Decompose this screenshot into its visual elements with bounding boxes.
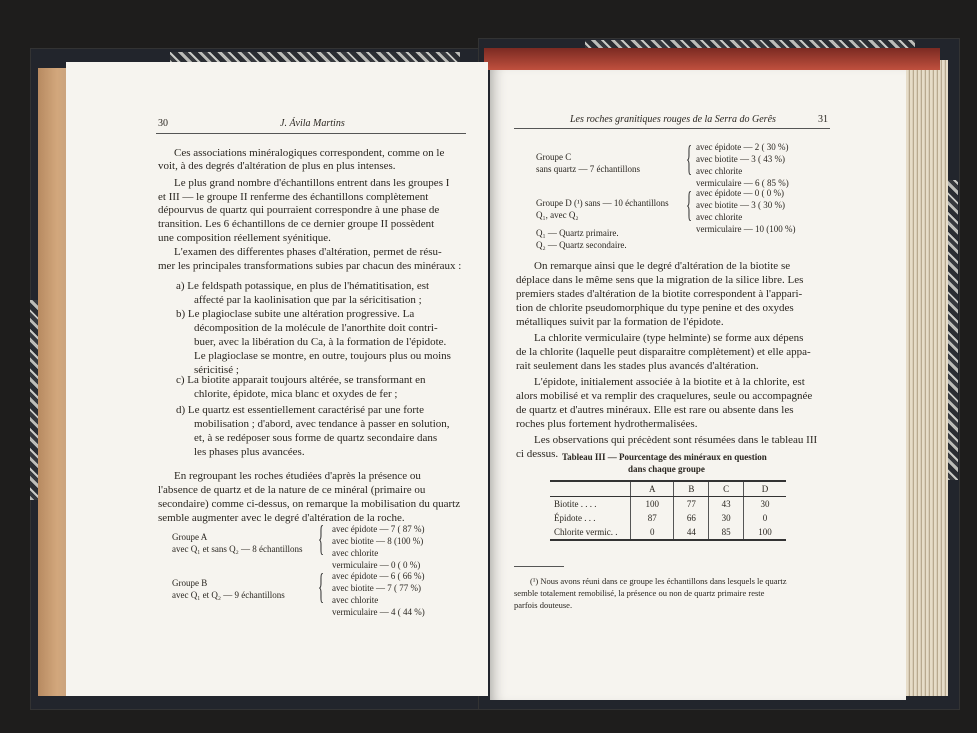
table-caption: Tableau III — Pourcentage des minéraux en question (562, 452, 767, 462)
footnote-line: (¹) Nous avons réuni dans ce groupe les échantillons dans lesquels le quartz (530, 576, 787, 586)
body-line: une composition réellement syénitique. (158, 232, 331, 244)
group-c-sub: sans quartz — 7 échantillons (536, 164, 640, 174)
group-b-name: Groupe B (172, 578, 208, 588)
body-line: voit, à des degrés d'altération de plus en plus intenses. (158, 160, 396, 172)
footnote-rule (514, 566, 564, 567)
body-line: ci dessus. (516, 448, 559, 460)
group-b-line: vermiculaire — 4 ( 44 %) (332, 607, 425, 617)
brace-icon: { (318, 566, 325, 606)
body-line: affecté par la kaolinisation que par la séricitisation ; (194, 294, 422, 306)
running-head-right: Les roches granitiques rouges de la Serra do Gerês (570, 114, 776, 125)
table-cell: 0 (743, 511, 786, 525)
body-line: l'absence de quartz et de la nature de ce minéral (primaire ou (158, 484, 426, 496)
table-cell: 43 (709, 497, 744, 512)
group-a-line: avec biotite — 8 (100 %) (332, 536, 424, 546)
body-line: tion de chlorite pseudomorphique du type penine et des oxydes (516, 302, 794, 314)
red-top-edge (484, 48, 940, 70)
body-line: et, à se redéposer sous forme de quartz secondaire dans (194, 432, 438, 444)
group-d-line: vermiculaire — 10 (100 %) (696, 224, 796, 234)
table-header-cell: A (631, 481, 674, 497)
table-cell: Biotite . . . . (554, 499, 597, 509)
body-line: L'épidote, initialement associée à la biotite et à la chlorite, est (534, 376, 805, 388)
header-rule-right (514, 128, 830, 129)
body-line: roches plus fortement hydrothermalisées. (516, 418, 698, 430)
page-block-edge-right (900, 60, 948, 696)
footnote-line: parfois douteuse. (514, 600, 573, 610)
table-caption-2: dans chaque groupe (628, 464, 705, 474)
table-header-cell: B (674, 481, 709, 497)
group-b-sub: avec Q₁ et Q₂ — 9 échantillons (172, 590, 285, 600)
body-line: séricitisé ; (194, 364, 239, 376)
table-cell: 66 (674, 511, 709, 525)
body-line: alors mobilisé et va remplir des craquelures, seule ou accompagnée (516, 390, 813, 402)
list-item-c: c) La biotite apparait toujours altérée, se transformant en (176, 374, 426, 386)
body-line: chlorite, épidote, mica blanc et oxydes de fer ; (194, 388, 398, 400)
body-line: semble augmenter avec le degré d'altération de la roche. (158, 512, 405, 524)
brace-icon: { (686, 184, 693, 224)
group-c-line: avec biotite — 3 ( 43 %) (696, 154, 785, 164)
group-a-sub: avec Q₁ et sans Q₂ — 8 échantillons (172, 544, 303, 554)
table-row (550, 511, 786, 525)
table-cell: 30 (743, 497, 786, 512)
table-cell: 0 (631, 525, 674, 540)
group-a-line: vermiculaire — 0 ( 0 %) (332, 560, 421, 570)
brace-icon: { (686, 138, 693, 178)
body-line: de quartz et d'autres minéraux. Elle est rare ou absente dans les (516, 404, 794, 416)
body-line: rait seulement dans les stades plus avancés d'altération. (516, 360, 759, 372)
body-line: L'examen des differentes phases d'altération, permet de résu- (174, 246, 442, 258)
group-d-line: avec chlorite (696, 212, 743, 222)
group-d-name: Groupe D (¹) sans — 10 échantillons (536, 198, 669, 208)
list-item-b: b) Le plagioclase subite une altération progressive. La (176, 308, 415, 320)
body-line: premiers stades d'altération de la biotite correspondent à l'appari- (516, 288, 803, 300)
list-item-a: a) Le feldspath potassique, en plus de l'hématitisation, est (176, 280, 430, 292)
running-head-left: J. Ávila Martins (280, 118, 345, 129)
body-line: dépourvus de quartz qui pourraient correspondre à une phase de (158, 204, 440, 216)
body-line: et III — le groupe II renferme des échantillons complètement (158, 191, 429, 203)
table-cell: 44 (674, 525, 709, 540)
body-line: mer les principales transformations subies par chacun des minéraux : (158, 260, 462, 272)
list-item-d: d) Le quartz est essentiellement caractérisé par une forte (176, 404, 424, 416)
brace-icon: { (318, 518, 325, 558)
table-cell: Chlorite vermic. . (550, 525, 631, 540)
table-cell: 87 (631, 511, 674, 525)
group-a-line: avec chlorite (332, 548, 379, 558)
table-cell: 85 (709, 525, 744, 540)
group-b-line: avec biotite — 7 ( 77 %) (332, 583, 421, 593)
body-line: déplace dans le même sens que la migration de la silice libre. Les (516, 274, 804, 286)
body-line: Les observations qui précèdent sont résumées dans le tableau III (534, 434, 818, 446)
body-line: décomposition de la molécule de l'anorthite doit contri- (194, 322, 438, 334)
footnote-line: semble totalement remobilisé, la présence ou non de quartz primaire reste (514, 588, 765, 598)
table-header-row (550, 481, 786, 497)
table-header-cell: C (709, 481, 744, 497)
page-number-left: 30 (158, 118, 168, 129)
header-rule-left (156, 133, 466, 134)
body-line: transition. Les 6 échantillons de ce dernier groupe II possèdent (158, 218, 435, 230)
body-line: mobilisation ; d'abord, avec tendance à passer en solution, (194, 418, 450, 430)
group-d-line: avec épidote — 0 ( 0 %) (696, 188, 784, 198)
group-d-sub: Q₁, avec Q₂ (536, 210, 579, 220)
body-line: Le plagioclase se montre, en outre, toujours plus ou moins (194, 350, 451, 362)
body-line: métalliques suivit par la formation de l'épidote. (516, 316, 724, 328)
body-line: les phases plus avancées. (194, 446, 305, 458)
group-c-name: Groupe C (536, 152, 572, 162)
body-line: buer, avec la libération du Ca, à la formation de l'épidote. (194, 336, 447, 348)
table-iii (550, 480, 786, 541)
table-header-cell (550, 481, 631, 497)
group-d-line: avec biotite — 3 ( 30 %) (696, 200, 785, 210)
group-b-line: avec chlorite (332, 595, 379, 605)
group-a-line: avec épidote — 7 ( 87 %) (332, 524, 425, 534)
table-row (550, 497, 786, 512)
legend-q2: Q₂ — Quartz secondaire. (536, 240, 627, 250)
table-cell: 100 (631, 497, 674, 512)
page-number-right: 31 (818, 114, 828, 125)
group-b-line: avec épidote — 6 ( 66 %) (332, 571, 425, 581)
group-a-name: Groupe A (172, 532, 208, 542)
body-line: Le plus grand nombre d'échantillons entrent dans les groupes I (174, 177, 450, 189)
table-cell: 100 (743, 525, 786, 540)
table-cell: 30 (709, 511, 744, 525)
body-line: Ces associations minéralogiques correspondent, comme on le (174, 147, 445, 159)
body-line: secondaire) comme ci-dessus, on remarque la mobilisation du quartz (158, 498, 461, 510)
legend-q1: Q₁ — Quartz primaire. (536, 228, 619, 238)
body-line: La chlorite vermiculaire (type helminte) se forme aux dépens (534, 332, 804, 344)
group-c-line: avec épidote — 2 ( 30 %) (696, 142, 789, 152)
table-cell: 77 (674, 497, 709, 512)
table-row (550, 525, 786, 540)
body-line: En regroupant les roches étudiées d'après la présence ou (174, 470, 421, 482)
table-header-cell: D (743, 481, 786, 497)
left-page (66, 62, 488, 696)
table-cell: Épidote . . . (554, 513, 596, 523)
right-page (490, 70, 906, 700)
group-c-line: avec chlorite (696, 166, 743, 176)
body-line: de la chlorite (laquelle peut disparaitre complètement) et elle appa- (516, 346, 811, 358)
group-c-line: vermiculaire — 6 ( 85 %) (696, 178, 789, 188)
body-line: On remarque ainsi que le degré d'altération de la biotite se (534, 260, 791, 272)
